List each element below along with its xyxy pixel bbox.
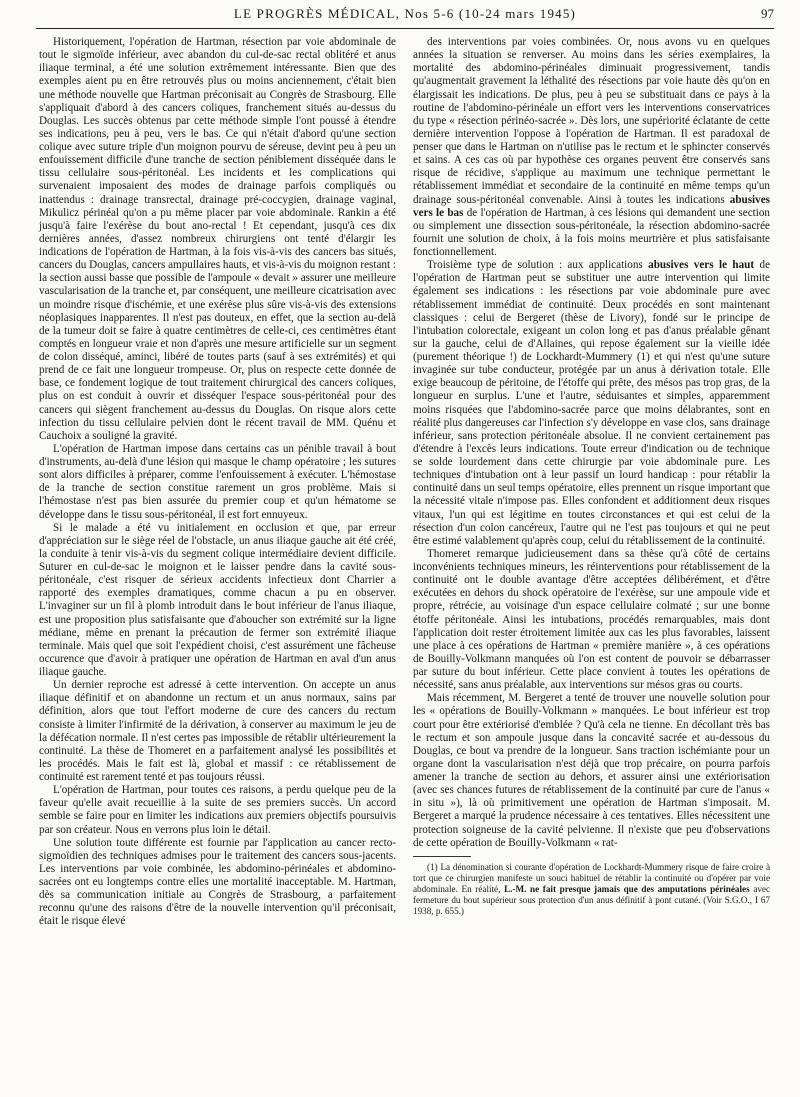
paragraph: Un dernier reproche est adressé à cette intervention. On accepte un anus iliaque définitif et on abandonne un rectum et un anus normaux, sains par définition, alors que tout l'effort moderne de cure des cancers du rectum consiste à limiter l'infirmité de la dérivation, à conserver au maximum le jeu de la défécation normale. Il n'est certes pas impossible de rétablir ultérieurement la continuité. La thèse de Thomeret en a parfaitement analysé les possibilités et les procédés. Mais le fait est là, global et massif : ce rétablissement de continuité est rarement tenté et pas toujours réussi. xyxy=(39,679,396,783)
running-title: LE PROGRÈS MÉDICAL, Nos 5-6 (10-24 mars 1945) xyxy=(233,6,577,21)
right-column xyxy=(413,36,770,917)
paragraph: Si le malade a été vu initialement en occlusion et que, par erreur d'appréciation sur le siège réel de l'obstacle, un anus iliaque gauche ait été créé, la conduite à tenir vis-à-vis du segment colique intermédiaire devient difficile. Suturer en cul-de-sac le moignon et le laisser pendre dans la cavité sous-péritonéale, c'est risquer de sérieux accidents infectieux dont Charrier a rapporté des exemples dramatiques, comme chacun a pu en observer. L'invaginer sur un fil à plomb introduit dans le bout inférieur de l'anus iliaque, est une proposition plus satisfaisante que d'aboucher son extrémité sur la ligne médiane, même en prenant la précaution de fermer son extrémité iliaque terminale. Mais quel que soit l'expédient choisi, c'est assurément une fâcheuse occurence que d'avoir à pratiquer une opération de Hartman en aval d'un anus iliaque gauche. xyxy=(39,521,396,678)
left-column xyxy=(39,36,396,929)
text-run: Troisième type de solution : aux applications xyxy=(427,259,643,272)
paragraph: Historiquement, l'opération de Hartman, résection par voie abdominale de tout le sigmoïde inférieur, avec abandon du cul-de-sac rectal oblitéré et anus iliaque terminal, a été une solution extrêmement intéressante. Bien que des exemples aient pu en être retrouvés plus ou moins anciennement, c'était bien une méthode nouvelle que Hartman préconisait au Congrès de Strasbourg. Elle s'appliquait d'abord à des cancers coliques, franchement situés au-dessus du Douglas. Les succès obtenus par cette méthode simple l'ont poussé à étendre ses indications, peu à peu, vers le bas. Ce qui n'était d'abord qu'une section colique avec suture triple d'un moignon pourvu de séreuse, devint peu à peu un enfouissement difficile d'une tranche de section péniblement disséquée dans le tissu cellulaire sous-péritonéal. Les incidents et les complications qui survenaient imposaient des modes de drainage parfois compliqués ou inattendus : drainage transrectal, drainage pré-coccygien, drainage vaginal, Mikulicz périnéal qu'on a pu même placer par voie abdominale. Rankin a été jusqu'à faire l'exérèse du bout ano-rectal ! Et cependant, jusqu'à ces dix dernières années, d'assez nombreux chirurgiens ont tenté d'élargir les indications de l'opération de Hartman, à la fois vis-à-vis des cancers bas situés, cancers du Douglas, cancers ampullaires hauts, et vis-à-vis du moignon restant : la section aussi basse que possible de l'ampoule « devait » assurer une meilleure vascularisation de la tranche et, par conséquent, une meilleure cicatrisation avec un moindre risque d'ischémie, et une exérèse plus sûre vis-à-vis des extensions néoplasiques inapparentes. Il n'est pas douteux, en effet, que la section au-delà de la tumeur doit se faire à quatre centimètres de celle-ci, ces centimètres étant comptés en longueur vraie et non d'après une mesure artificielle sur un segment de colon disséqué, aminci, libéré de toutes parts (sauf à ses extrémités) et qui prend de ce fait une longueur trompeuse. Or, plus on respecte cette donnée de base, ce fondement logique de tout traitement chirurgical des cancers coliques, plus on est conduit à ouvrir et disséquer l'espace sous-péritonéal pour des cancers qui siègent franchement au-dessus du Douglas. On risque alors cette infection du tissu cellulaire pelvien dont le récent travail de MM. Quénu et Cauchoix a souligné la gravité. xyxy=(39,36,396,442)
text-run: des interventions par voies combinées. Or, nous avons vu en quelques années la situation se renverser. Au moins dans les séries exemplaires, la mortalité des abdomino-périnéales diminuait progressivement, tandis qu'augmentait gravement la léthalité des résections par voie haute dès qu'on en élargissait les indications. De plus, peu à peu se substituait dans ce pays à la routine de l'abdomino-périnéale un effort vers les interventions conservatrices du type « résection périnéo-sacrée ». Dès lors, une supériorité éclatante de cette dernière intervention l'oppose à l'opération de Hartman. Il est paradoxal de penser que dans le Hartman on n'utilise pas le rectum et le sphincter conservés et sains. A ces cas où par hypothèse ces organes peuvent être conservés sans risque de récidive, s'applique au maximum une technique permettant le rétablissement immédiat et secondaire de la continuité en même temps qu'un drainage sous-péritonéal convenable. Ainsi à toutes les indications xyxy=(413,36,770,206)
text-run: de l'opération de Hartman peut se substituer une autre intervention qui limite également ses indications : les résections par voie abdominale pure avec rétablissement immédiat de continuité. Deux procédés en sont maintenant classiques : celui de Bergeret (thèse de Livory), fondé sur le principe de l'intubation colorectale, exigeant un colon long et pas d'anus préalable gênant sur la gauche, celui de d'Allaines, qui repose également sur la vieille idée (purement théorique !) de Lockhardt-Mummery (1) et qui n'est qu'une suture invaginée sur tube conducteur, protégée par un anus à dérivation totale. Elle exige beaucoup de péritoine, de l'étoffe qui prête, des mésos pas trop gras, de la longueur en surplus. L'une et l'autre, séduisantes et simples, apparemment moins risquées que l'abdomino-sacrée parce que moins délabrantes, sont en réalité plus dangereuses car l'infection s'y développe en vase clos, sans drainage inférieur, sans protection péritonéale absolue. Il ne convient certainement pas d'étendre à l'excès leurs indications. Toute erreur d'indication ou de technique se solde lourdement dans cette chirurgie par voie abdominale pure. Les techniques d'intubation ont à leur passif un lourd handicap : pour rétablir la continuité dans un seul temps opératoire, elles prennent un risque important que la nécessité vitale n'impose pas. Elles confondent et additionnent deux risques vitaux, l'un qui est légitime en toutes circonstances et qui est celui de la résection d'un colon cancéreux, l'autre qui ne l'est pas toujours et qui ne peut être estimé valablement qu'après coup, celui du rétablissement de la continuité. xyxy=(413,259,771,547)
bold-phrase: L.-M. ne fait presque jamais que des amputations périnéales xyxy=(504,883,750,894)
paragraph: Thomeret remarque judicieusement dans sa thèse qu'à côté de certains inconvénients techniques mineurs, les réinterventions pour rétablissement de la continuité ont le double avantage d'être acceptées délibérément, et d'être exécutées en dehors du shock opératoire de l'exérèse, sur une ampoule vide et propre, rétrécie, au voisinage d'un espace cellulaire colmaté ; sur une bonne étoffe péritonéale. Ainsi les intubations, procédés remarquables, mais dont l'application doit rester étroitement limitée aux cas les plus favorables, laissent une place à ces opérations de Hartman « première manière », à ces opérations de Bouilly-Volkmann manquées où l'on est content de pouvoir se débarrasser par suture du bout inférieur. Cette place convient à toutes les opérations de nécessité, sans anus préalable, aux interventions sur mésos gras ou courts. xyxy=(413,547,770,692)
bold-phrase: abusives vers le haut xyxy=(648,259,755,272)
paragraph: L'opération de Hartman impose dans certains cas un pénible travail à bout d'instruments, au-delà d'une lésion qui masque le champ opératoire ; les sutures sont alors difficiles à préparer, comme l'enfouissement à exécuter. L'hémostase de la tranche de section constitue rarement un gros problème. Mais si l'hémostase n'est pas bien assurée du premier coup et qu'un hématome se développe dans le tissu sous-péritonéal, il est fort ennuyeux. xyxy=(39,442,396,521)
text-run: de l'opération de Hartman, à ces lésions qui demandent une section ou simplement une dissection sous-péritonéale, la résection abdomino-sacrée fournit une solution de choix, à la fois moins meurtrière et plus satisfaisante fonctionnellement. xyxy=(413,206,770,258)
footnote xyxy=(413,862,770,917)
footnote-text xyxy=(413,862,770,917)
page-number: 97 xyxy=(761,6,774,21)
paragraph xyxy=(413,259,770,548)
paragraph: L'opération de Hartman, pour toutes ces raisons, a perdu quelque peu de la faveur qu'elle avait recueillie à la suite de ses premiers succès. Un accord semble se faire pour en limiter les indications aux premiers objectifs poursuivis par son créateur. Nous en verrons plus loin le détail. xyxy=(39,784,396,836)
text-run: avec fermeture du bout supérieur sous protection d'un anus définitif à pont cutané. (Voir S.G.O., I 67 1938, p. 655.) xyxy=(413,883,771,916)
footnote-divider xyxy=(413,856,471,857)
text-run: (1) La dénomination si courante d'opération de Lockhardt-Mummery risque de faire croire à tort que ce chirurgien manifeste un souci habituel de rétablir la continuité ou d'opérer par voie abdominale. En réalité, xyxy=(413,861,770,894)
bold-phrase: abusives vers le bas xyxy=(413,193,770,219)
page-header xyxy=(36,6,774,29)
paragraph xyxy=(413,36,770,259)
paragraph: Mais récemment, M. Bergeret a tenté de trouver une nouvelle solution pour les « opérations de Bouilly-Volkmann » manquées. Le bout inférieur est trop court pour être extériorisé d'emblée ? Qu'à cela ne tienne. En décollant très bas le rectum et son ampoule jusque dans la concavité sacrée et au-dessous du Douglas, ce bout va prendre de la longueur. Sans traction ischémiante pour un organe dont la vascularisation n'est déjà que trop précaire, on pourra parfois amener la tranche de section au dehors, et assurer ainsi une extériorisation (avec ses chances futures de rétablissement de la continuité par cure de l'anus « in situ »), là où primitivement une opération de Hartman s'imposait. M. Bergeret a marqué la prudence nécessaire à ces tentatives. Elles nécessitent une protection soigneuse de la cavité pelvienne. Il n'existe que peu d'observations de cette opération de Bouilly-Volkmann « rat- xyxy=(413,692,770,849)
paragraph: Une solution toute différente est fournie par l'application au cancer recto-sigmoïdien des techniques admises pour le traitement des cancers sous-jacents. Les interventions par voie combinée, les abdomino-périnéales et abdomino-sacrées ont eu longtemps contre elles une mortalité inacceptable. M. Hartman, dès sa communication initiale au Congrès de Strasbourg, a parfaitement reconnu qu'une des raisons d'être de la nouvelle intervention qu'il préconisait, était le risque élevé xyxy=(39,836,396,928)
